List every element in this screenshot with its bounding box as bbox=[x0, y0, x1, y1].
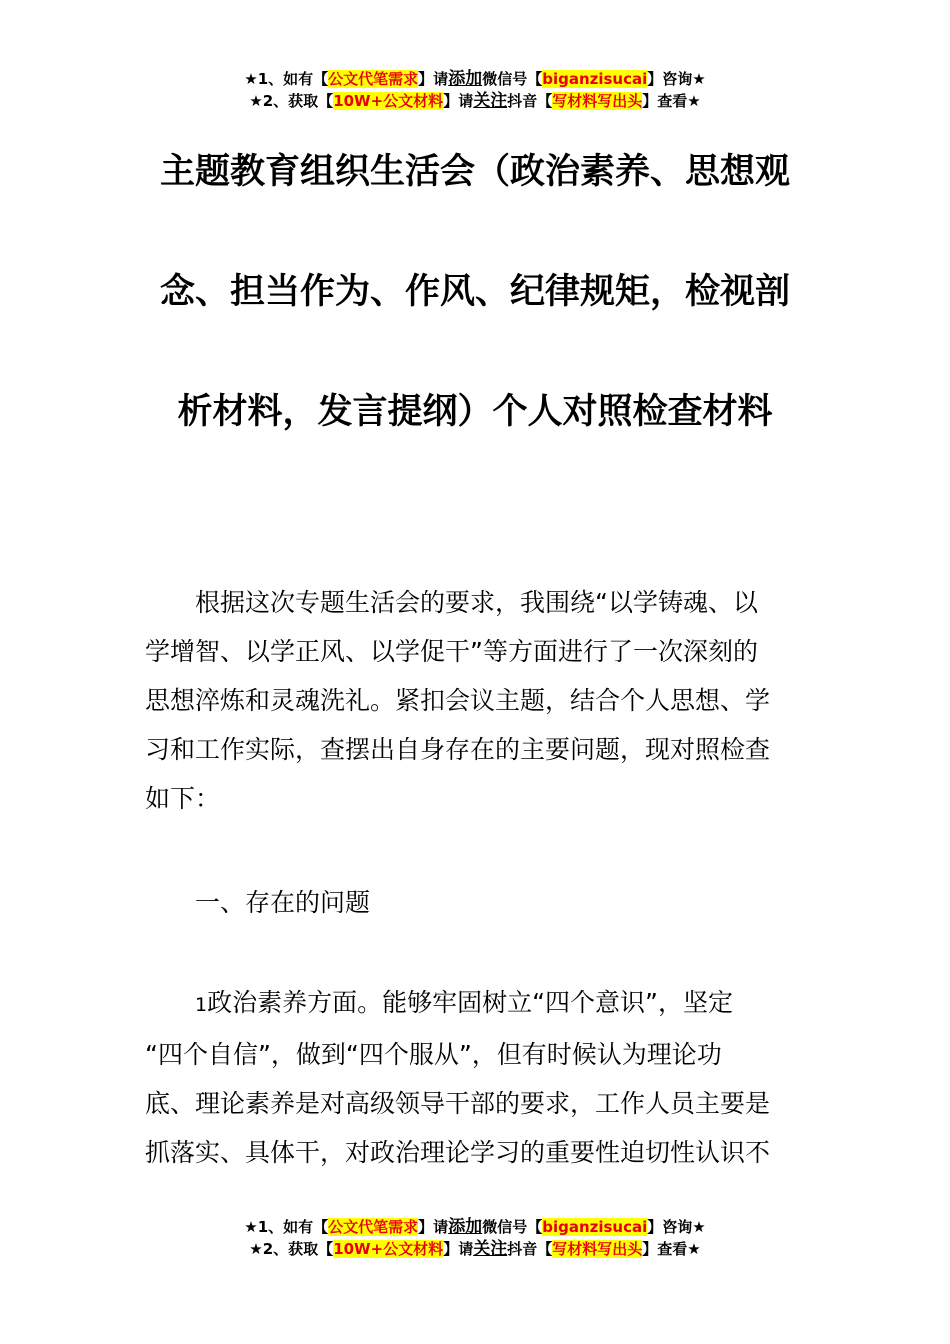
paragraph-line: 思想淬炼和灵魂洗礼。紧扣会议主题，结合个人思想、学 bbox=[145, 686, 771, 715]
promo-text: 】请 bbox=[418, 1218, 449, 1236]
promo-text: 】查看★ bbox=[642, 1240, 701, 1258]
promo-highlight: 公文代笔需求 bbox=[328, 70, 419, 88]
section-heading-text: 一、存在的问题 bbox=[195, 888, 371, 917]
promo-text: 1、如有【 bbox=[257, 70, 329, 88]
promo-text: 1、如有【 bbox=[257, 1218, 329, 1236]
paragraph-line: 如下： bbox=[145, 784, 221, 813]
promo-text: 】请 bbox=[443, 92, 474, 110]
promo-underline: 添加 bbox=[448, 1217, 483, 1237]
paragraph-text: 政治素养方面。能够牢固树立“四个意识”，坚定 bbox=[207, 988, 733, 1017]
promo-highlight: 10W+公文材料 bbox=[333, 92, 444, 110]
paragraph-line: 底、理论素养是对高级领导干部的要求，工作人员主要是 bbox=[145, 1089, 771, 1118]
item-paragraph bbox=[145, 978, 810, 1177]
promo-highlight: 写材料写出头 bbox=[552, 92, 643, 110]
promo-text: 抖音【 bbox=[507, 92, 553, 110]
promo-text: 微信号【 bbox=[482, 1218, 543, 1236]
promo-highlight: 公文代笔需求 bbox=[328, 1218, 419, 1236]
paragraph-line: “四个自信”，做到“四个服从”，但有时候认为理论功 bbox=[145, 1040, 722, 1069]
star-icon: ★ bbox=[249, 1240, 263, 1258]
promo-highlight: 写材料写出头 bbox=[552, 1240, 643, 1258]
promo-banner-bottom bbox=[0, 1216, 950, 1260]
promo-text: 微信号【 bbox=[482, 70, 543, 88]
intro-paragraph bbox=[145, 578, 810, 823]
paragraph-line bbox=[145, 978, 810, 1030]
promo-highlight: biganzisucai bbox=[542, 70, 648, 88]
star-icon: ★ bbox=[244, 1218, 258, 1236]
promo-highlight: 10W+公文材料 bbox=[333, 1240, 444, 1258]
item-number: 1 bbox=[195, 994, 208, 1016]
promo-text: 】请 bbox=[418, 70, 449, 88]
promo-text: 】咨询★ bbox=[647, 1218, 706, 1236]
title-line: 主题教育组织生活会（政治素养、思想观 bbox=[159, 152, 790, 192]
document-title bbox=[140, 140, 810, 500]
section-heading bbox=[145, 878, 810, 927]
promo-banner-top bbox=[0, 68, 950, 112]
promo-text: 2、获取【 bbox=[262, 92, 334, 110]
star-icon: ★ bbox=[244, 70, 258, 88]
paragraph-line: 学增智、以学正风、以学促干”等方面进行了一次深刻的 bbox=[145, 637, 758, 666]
promo-line-2 bbox=[0, 90, 950, 112]
promo-text: 抖音【 bbox=[507, 1240, 553, 1258]
promo-underline: 关注 bbox=[473, 91, 508, 111]
promo-line-1 bbox=[0, 68, 950, 90]
paragraph-line: 根据这次专题生活会的要求，我围绕“以学铸魂、以 bbox=[195, 588, 758, 617]
paragraph-line: 抓落实、具体干，对政治理论学习的重要性迫切性认识不 bbox=[145, 1138, 771, 1167]
promo-text: 】查看★ bbox=[642, 92, 701, 110]
paragraph-line: 习和工作实际，查摆出自身存在的主要问题，现对照检查 bbox=[145, 735, 771, 764]
title-line: 念、担当作为、作风、纪律规矩，检视剖 bbox=[159, 272, 790, 312]
title-line: 析材料，发言提纲）个人对照检查材料 bbox=[177, 392, 773, 432]
promo-underline: 添加 bbox=[448, 69, 483, 89]
promo-text: 2、获取【 bbox=[262, 1240, 334, 1258]
promo-line-2 bbox=[0, 1238, 950, 1260]
promo-highlight: biganzisucai bbox=[542, 1218, 648, 1236]
promo-underline: 关注 bbox=[473, 1239, 508, 1259]
promo-line-1 bbox=[0, 1216, 950, 1238]
star-icon: ★ bbox=[249, 92, 263, 110]
promo-text: 】咨询★ bbox=[647, 70, 706, 88]
promo-text: 】请 bbox=[443, 1240, 474, 1258]
